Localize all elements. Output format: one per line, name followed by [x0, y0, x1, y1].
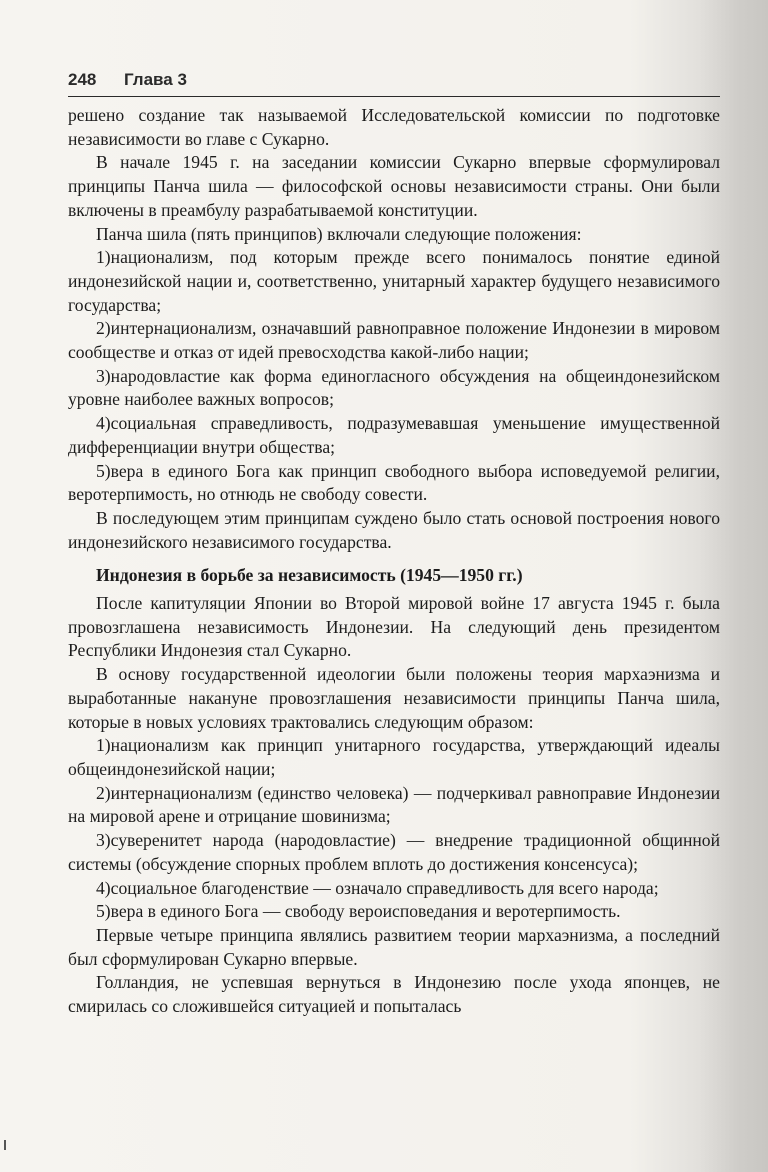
list-item: 5)вера в единого Бога как принцип свободного выбора исповедуемой религии, веротерпимость, но отнюдь не свободу совести.	[68, 460, 720, 505]
paragraph: Панча шила (пять принципов) включали следующие положения:	[96, 223, 582, 244]
page-body	[68, 104, 720, 1019]
section-heading: Индонезия в борьбе за независимость (1945—1950 гг.)	[96, 565, 523, 586]
list-item: 2)интернационализм (единство человека) — подчеркивал равноправие Индонезии на мировой арене и отрицание шовинизма;	[68, 782, 720, 827]
list-item: 1)национализм как принцип унитарного государства, утверждающий идеалы общеиндонезийской нации;	[68, 735, 720, 779]
paragraph: В начале 1945 г. на заседании комиссии Сукарно впервые сформулировал принципы Панча шила — философской основы независимости страны. Они были включены в преамбулу разрабатываемой конституции.	[68, 152, 720, 220]
list-item: 2)интернационализм, означавший равноправное положение Индонезии в мировом сообществе и отказ от идей превосходства какой-либо нации;	[68, 318, 720, 363]
list-item: 3)суверенитет народа (народовластие) — внедрение традиционной общинной системы (обсуждение спорных проблем вплоть до достижения консенсуса);	[68, 830, 720, 874]
list-item: 3)народовластие как форма единогласного обсуждения на общеиндонезийском уровне наиболее важных вопросов;	[68, 365, 720, 410]
running-header	[68, 70, 720, 97]
list-item: 4)социальное благоденствие — означало справедливость для всего народа;	[96, 877, 659, 898]
paragraph: Голландия, не успевшая вернуться в Индонезию после ухода японцев, не смирилась со сложившейся ситуацией и попыталась	[68, 972, 720, 1017]
paragraph: решено создание так называемой Исследовательской комиссии по подготовке независимости во главе с Сукарно.	[68, 105, 720, 149]
list-item: 4)социальная справедливость, подразумевавшая уменьшение имущественной дифференциации внутри общества;	[68, 413, 720, 457]
paragraph: В основу государственной идеологии были положены теория мархаэнизма и выработанные накануне провозглашения независимости принципы Панча шила, которые в новых условиях трактовались следующим образом:	[68, 664, 720, 732]
paragraph: Первые четыре принципа являлись развитием теории мархаэнизма, а последний был сформулирован Сукарно впервые.	[68, 924, 720, 969]
scan-mark	[4, 1140, 6, 1150]
list-item: 1)национализм, под которым прежде всего понималось понятие единой индонезийской нации и, соответственно, унитарный характер будущего независимого государства;	[68, 247, 720, 315]
paragraph: После капитуляции Японии во Второй мировой войне 17 августа 1945 г. была провозглашена независимость Индонезии. На следующий день президентом Республики Индонезия стал Сукарно.	[68, 593, 720, 661]
page-number: 248	[68, 70, 97, 89]
list-item: 5)вера в единого Бога — свободу вероисповедания и веротерпимость.	[96, 901, 621, 922]
chapter-title: Глава 3	[124, 70, 187, 89]
paragraph: В последующем этим принципам суждено было стать основой построения нового индонезийского независимого государства.	[68, 507, 720, 552]
